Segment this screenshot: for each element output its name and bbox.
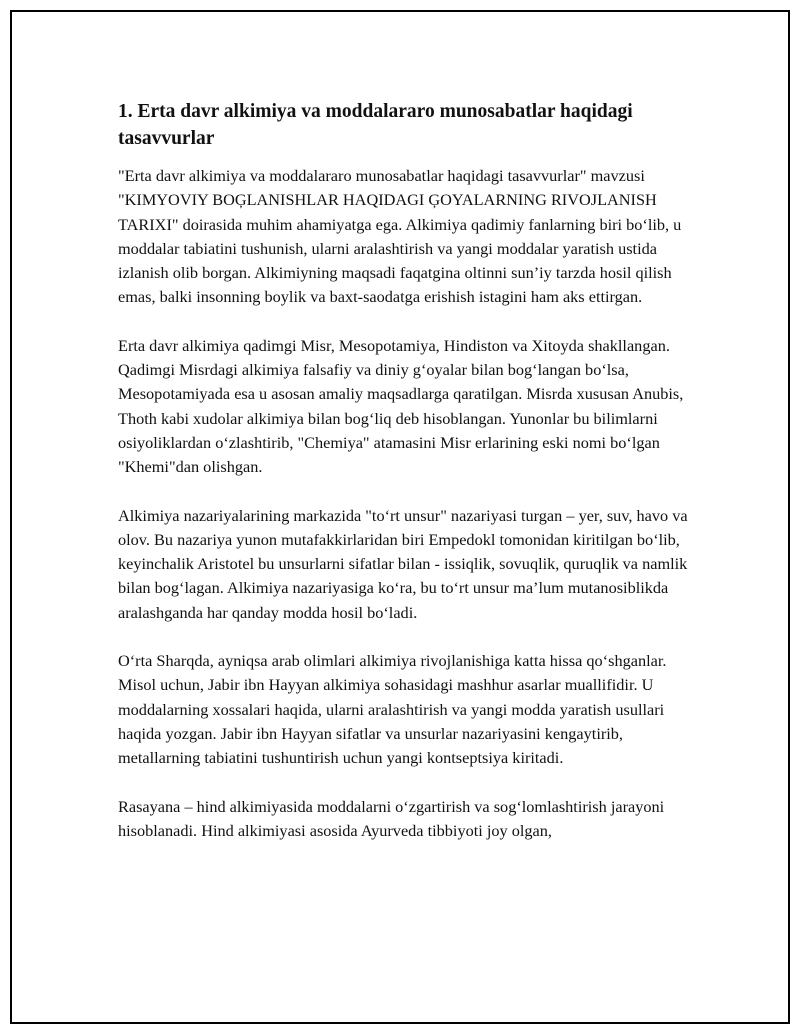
paragraph-3: Alkimiya nazariyalarining markazida "toʻrt unsur" nazariyasi turgan – yer, suv, havo va olov. Bu nazariya yunon mutafakkirlaridan biri Empedokl tomonidan kiritilgan boʻlib, keyinchalik Aristotel bu unsurlarni sifatlar bilan - issiqlik, sovuqlik, quruqlik va namlik bilan bogʻlagan. Alkimiya nazariyasiga koʻra, bu toʻrt unsur ma’lum mutanosiblikda aralashganda har qanday modda hosil boʻladi. xyxy=(118,505,688,622)
paragraph-4: Oʻrta Sharqda, ayniqsa arab olimlari alkimiya rivojlanishiga katta hissa qoʻshganlar. Misol uchun, Jabir ibn Hayyan alkimiya sohasidagi mashhur asarlar muallifidir. U moddalarning xossalari haqida, ularni aralashtirish va yangi modda yaratish usullari haqida yozgan. Jabir ibn Hayyan sifatlar va unsurlar nazariyasini kengaytirib, metallarning tabiatini tushuntirish uchun yangi kontseptsiya kiritadi. xyxy=(118,651,667,768)
section-heading: 1. Erta davr alkimiya va moddalararo munosabatlar haqidagi tasavvurlar xyxy=(118,101,633,149)
document-body xyxy=(118,98,688,867)
paragraph-2: Erta davr alkimiya qadimgi Misr, Mesopotamiya, Hindiston va Xitoyda shakllangan. Qadimgi Misrdagi alkimiya falsafiy va diniy gʻoyalar bilan bogʻlangan boʻlsa, Mesopotamiyada esa u asosan amaliy maqsadlarga qaratilgan. Misrda xususan Anubis, Thoth kabi xudolar alkimiya bilan bogʻliq deb hisoblangan. Yunonlar bu bilimlarni osiyoliklardan oʻzlashtirib, "Chemiya" atamasini Misr erlarining eski nomi boʻlgan "Khemi"dan olishgan. xyxy=(118,335,684,477)
paragraph-1: "Erta davr alkimiya va moddalararo munosabatlar haqidagi tasavvurlar" mavzusi "KIMYOVIY BOĢLANISHLAR HAQIDAGI ĢOYALARNING RIVOJLANISH TARIXI" doirasida muhim ahamiyatga ega. Alkimiya qadimiy fanlarning biri boʻlib, u moddalar tabiatini tushunish, ularni aralashtirish va yangi moddalar yaratish ustida izlanish olib borgan. Alkimiyning maqsadi faqatgina oltinni sun’iy tarzda hosil qilish emas, balki insonning boylik va baxt-saodatga erishish istagini ham aks ettirgan. xyxy=(118,166,682,307)
document-page xyxy=(10,10,790,1024)
paragraph-5: Rasayana – hind alkimiyasida moddalarni oʻzgartirish va sogʻlomlashtirish jarayoni hisoblanadi. Hind alkimiyasi asosida Ayurveda tibbiyoti joy olgan, xyxy=(118,796,665,840)
